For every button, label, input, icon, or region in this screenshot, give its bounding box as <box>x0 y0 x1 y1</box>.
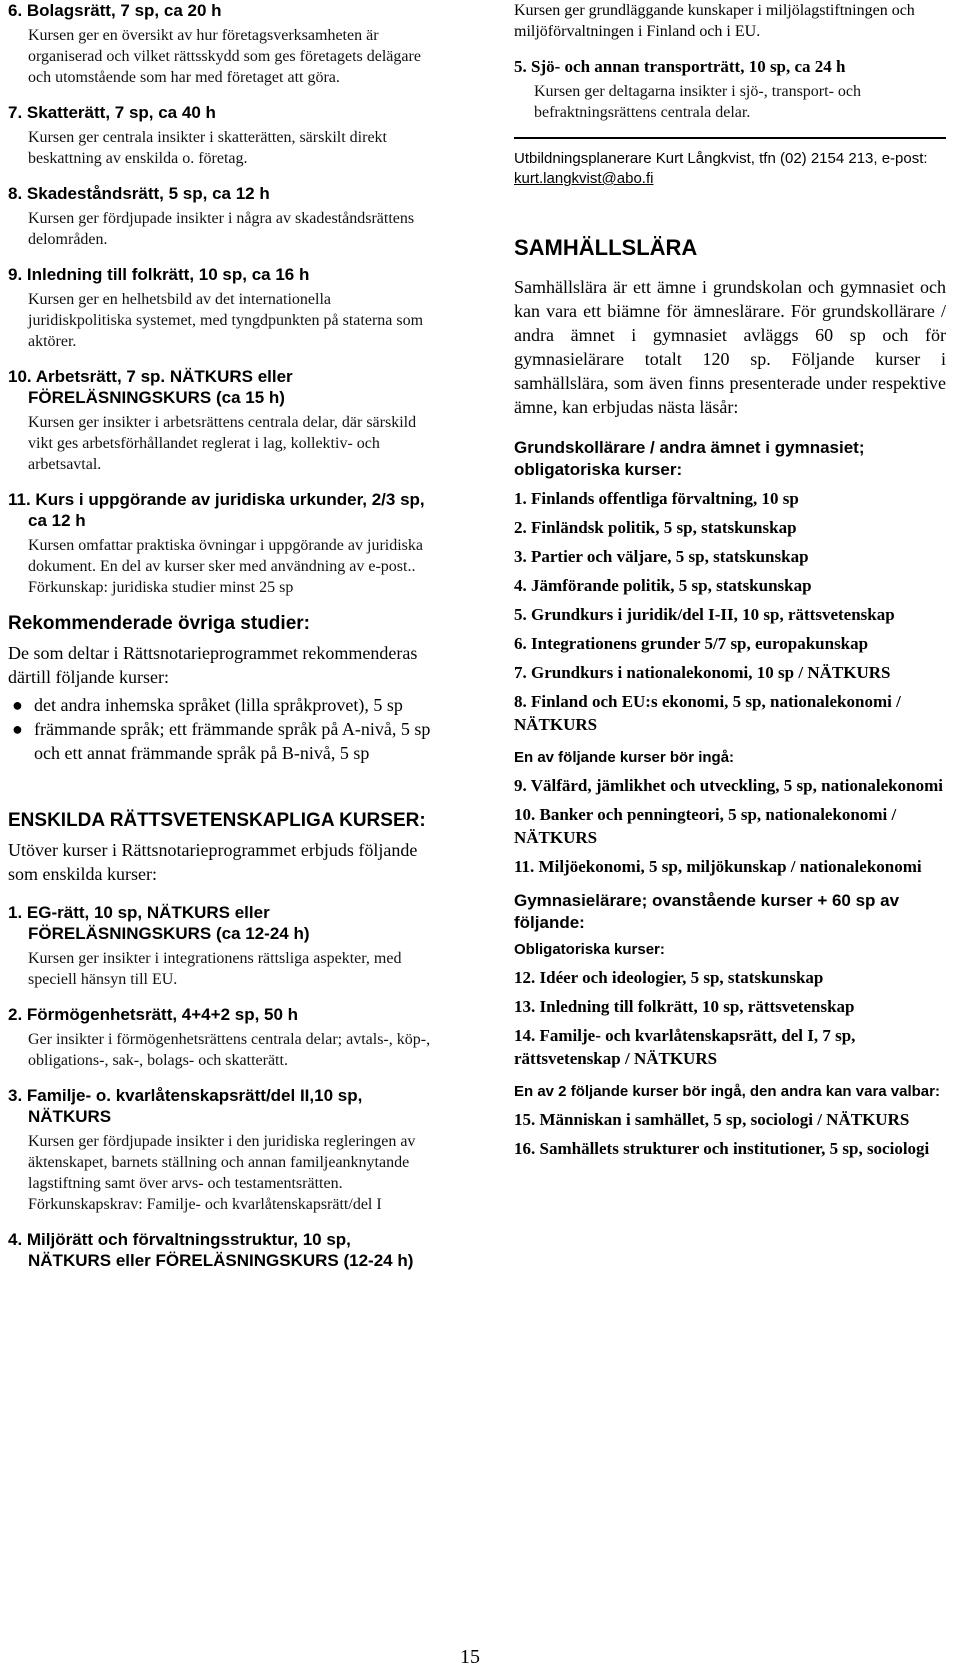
course-item <box>8 1004 434 1071</box>
group-heading: Gymnasielärare; ovanstående kurser + 60 sp av följande: <box>514 891 900 932</box>
course-item <box>8 902 434 990</box>
course-title: 4. Miljörätt och förvaltningsstruktur, 10 sp, NÄTKURS eller FÖRELÄSNINGSKURS (12-24 h) <box>8 1230 414 1270</box>
course-item <box>8 102 434 169</box>
list-item: 7. Grundkurs i nationalekonomi, 10 sp / NÄTKURS <box>514 663 891 682</box>
recommended-heading: Rekommenderade övriga studier: <box>8 613 310 634</box>
list-item: 1. Finlands offentliga förvaltning, 10 sp <box>514 489 799 508</box>
course-item <box>8 183 434 250</box>
list-item: 13. Inledning till folkrätt, 10 sp, rättsvetenskap <box>514 997 855 1016</box>
course-list-group2 <box>514 774 946 878</box>
list-item <box>8 717 434 765</box>
list-item-text: det andra inhemska språket (lilla språkprovet), 5 sp <box>34 695 403 715</box>
contact-email-link[interactable]: kurt.langkvist@abo.fi <box>514 170 654 187</box>
course-item <box>8 489 434 598</box>
course-title: 8. Skadeståndsrätt, 5 sp, ca 12 h <box>8 184 270 203</box>
recommended-list <box>8 693 434 765</box>
contact-text: Utbildningsplanerare Kurt Långkvist, tfn (02) 2154 213, e-post: <box>514 150 928 167</box>
list-item-text: främmande språk; ett främmande språk på A-nivå, 5 sp och ett annat främmande språk på B-nivå, 5 sp <box>34 719 431 763</box>
course-list-top <box>8 0 434 598</box>
continuation-text: Kursen ger grundläggande kunskaper i miljölagstiftningen och miljöförvaltningen i Finland och i EU. <box>514 2 915 40</box>
course-description: Kursen ger fördjupade insikter i några av skadeståndsrättens delområden. <box>28 210 415 248</box>
course-item <box>8 0 434 88</box>
course-title: 5. Sjö- och annan transporträtt, 10 sp, ca 24 h <box>514 57 846 76</box>
course-description: Ger insikter i förmögenhetsrättens centrala delar; avtals-, köp-, obligations-, sak-, bolags- och skatterätt. <box>28 1031 431 1069</box>
list-item: 14. Familje- och kvarlåtenskapsrätt, del I, 7 sp, rättsvetenskap / NÄTKURS <box>514 1026 856 1068</box>
left-column <box>8 0 434 1285</box>
list-item: 4. Jämförande politik, 5 sp, statskunskap <box>514 576 812 595</box>
list-item: 2. Finländsk politik, 5 sp, statskunskap <box>514 518 797 537</box>
subject-title: SAMHÄLLSLÄRA <box>514 235 698 260</box>
course-item <box>8 366 434 475</box>
course-list-group3 <box>514 966 946 1070</box>
list-item: 12. Idéer och ideologier, 5 sp, statskunskap <box>514 968 824 987</box>
right-column <box>514 0 946 1166</box>
recommended-intro: De som deltar i Rättsnotarieprogrammet rekommenderas därtill följande kurser: <box>8 643 418 687</box>
course-item <box>8 1229 434 1271</box>
course-description: Kursen omfattar praktiska övningar i uppgörande av juridiska dokument. En del av kurser sker med användning av e-post.. Förkunskap: juridiska studier minst 25 sp <box>28 537 423 596</box>
bullet-icon: ● <box>12 695 23 715</box>
course-title: 10. Arbetsrätt, 7 sp. NÄTKURS eller FÖRELÄSNINGSKURS (ca 15 h) <box>8 367 293 407</box>
course-item <box>8 1085 434 1215</box>
course-list-group1 <box>514 487 946 736</box>
list-item: 16. Samhällets strukturer och institutioner, 5 sp, sociologi <box>514 1139 930 1158</box>
course-item <box>514 56 946 123</box>
separate-courses-heading: ENSKILDA RÄTTSVETENSKAPLIGA KURSER: <box>8 810 426 831</box>
course-description: Kursen ger fördjupade insikter i den juridiska regleringen av äktenskapet, barnets ställning och annan familjeanknytande lagstiftning samt över arvs- och testamentsrätten. Förkunskapskrav: Familje- och kvarlåtenskapsrätt/del I <box>28 1133 416 1213</box>
list-item <box>8 693 434 717</box>
group-heading: Grundskollärare / andra ämnet i gymnasiet; obligatoriska kurser: <box>514 438 865 479</box>
course-title: 6. Bolagsrätt, 7 sp, ca 20 h <box>8 1 222 20</box>
list-item: 11. Miljöekonomi, 5 sp, miljökunskap / nationalekonomi <box>514 857 922 876</box>
list-item: 5. Grundkurs i juridik/del I-II, 10 sp, rättsvetenskap <box>514 605 895 624</box>
group-subheading: Obligatoriska kurser: <box>514 941 665 958</box>
separate-courses-intro: Utöver kurser i Rättsnotarieprogrammet erbjuds följande som enskilda kurser: <box>8 840 418 884</box>
list-item: 8. Finland och EU:s ekonomi, 5 sp, nationalekonomi / NÄTKURS <box>514 692 901 734</box>
course-list-group4 <box>514 1108 946 1160</box>
group-heading: En av följande kurser bör ingå: <box>514 749 735 766</box>
course-description: Kursen ger deltagarna insikter i sjö-, transport- och befraktningsrättens centrala delar. <box>534 83 862 121</box>
group-heading: En av 2 följande kurser bör ingå, den andra kan vara valbar: <box>514 1083 940 1100</box>
course-description: Kursen ger centrala insikter i skatterätten, särskilt direkt beskattning av enskilda o. företag. <box>28 129 387 167</box>
course-title: 11. Kurs i uppgörande av juridiska urkunder, 2/3 sp, ca 12 h <box>8 490 425 530</box>
list-item: 10. Banker och penningteori, 5 sp, nationalekonomi / NÄTKURS <box>514 805 897 847</box>
bullet-icon: ● <box>12 719 23 739</box>
divider <box>514 137 946 139</box>
course-title: 9. Inledning till folkrätt, 10 sp, ca 16 h <box>8 265 310 284</box>
course-title: 1. EG-rätt, 10 sp, NÄTKURS eller FÖRELÄSNINGSKURS (ca 12-24 h) <box>8 903 310 943</box>
list-item: 9. Välfärd, jämlikhet och utveckling, 5 sp, nationalekonomi <box>514 776 943 795</box>
contact-info <box>514 149 946 189</box>
course-description: Kursen ger en helhetsbild av det internationella juridiskpolitiska systemet, med tyngdpunkten på staterna som aktörer. <box>28 291 424 350</box>
course-list-separate <box>8 902 434 1271</box>
course-title: 3. Familje- o. kvarlåtenskapsrätt/del II,10 sp, NÄTKURS <box>8 1086 363 1126</box>
course-description: Kursen ger insikter i integrationens rättsliga aspekter, med speciell hänsyn till EU. <box>28 950 402 988</box>
list-item: 15. Människan i samhället, 5 sp, sociologi / NÄTKURS <box>514 1110 910 1129</box>
list-item: 3. Partier och väljare, 5 sp, statskunskap <box>514 547 809 566</box>
course-title: 2. Förmögenhetsrätt, 4+4+2 sp, 50 h <box>8 1005 299 1024</box>
course-item <box>8 264 434 352</box>
subject-intro: Samhällslära är ett ämne i grundskolan och gymnasiet och kan vara ett biämne för ämneslärare. För grundskollärare / andra ämnet i gymnasiet avläggs 60 sp och för gymnasielärare totalt 120 sp. Följande kurser i samhällslära, som även finns presenterade under respektive ämne, kan erbjudas nästa läsår: <box>514 277 946 417</box>
course-description: Kursen ger en översikt av hur företagsverksamheten är organiserad och vilket rättsskydd som ges företagets delägare och utomstående som har med företaget att göra. <box>28 27 421 86</box>
course-description: Kursen ger insikter i arbetsrättens centrala delar, där särskild vikt ges arbetsförhållandet reglerat i lag, kollektiv- och arbetsavtal. <box>28 414 417 473</box>
list-item: 6. Integrationens grunder 5/7 sp, europakunskap <box>514 634 869 653</box>
course-title: 7. Skatterätt, 7 sp, ca 40 h <box>8 103 216 122</box>
page-number: 15 <box>460 1646 480 1668</box>
